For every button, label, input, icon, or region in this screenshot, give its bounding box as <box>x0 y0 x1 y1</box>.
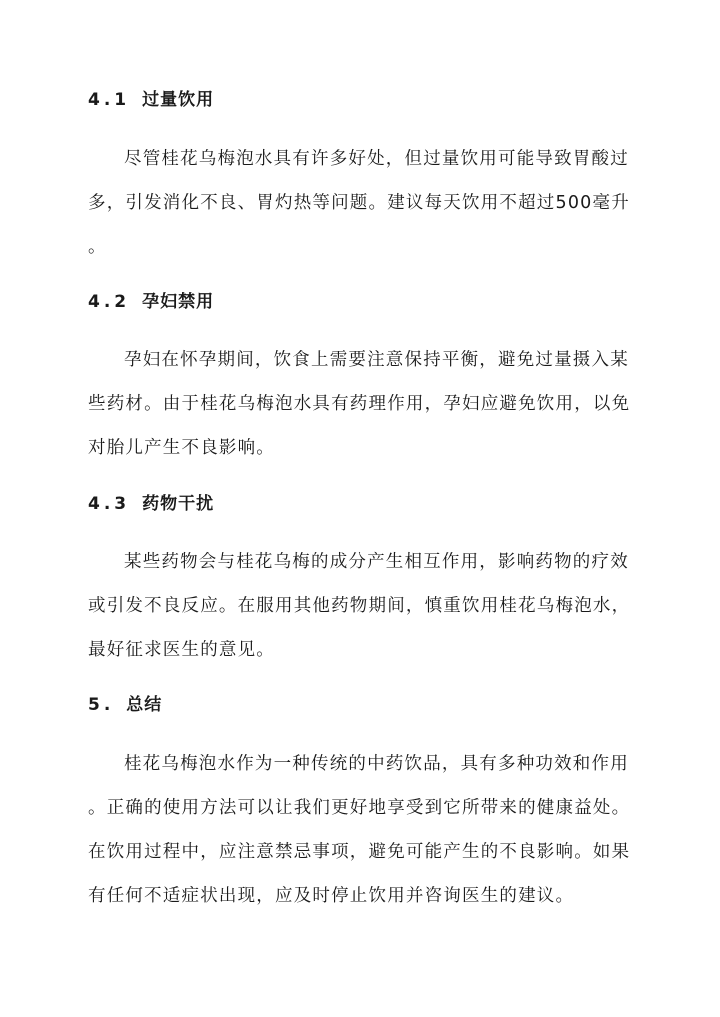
paragraph-line: 孕妇在怀孕期间，饮食上需要注意保持平衡，避免过量摄入某 <box>124 350 629 370</box>
section-heading-4-2 <box>88 290 214 314</box>
paragraph-line: 最好征求医生的意见。 <box>88 640 275 660</box>
paragraph-line: 。 <box>88 237 107 257</box>
section-number: 4.1 <box>88 90 131 110</box>
section-paragraph-4-2 <box>88 348 648 460</box>
section-title: 总结 <box>126 695 163 715</box>
paragraph-line: 或引发不良反应。在服用其他药物期间，慎重饮用桂花乌梅泡水， <box>88 596 631 616</box>
section-heading-4-3 <box>88 492 214 516</box>
paragraph-line: 桂花乌梅泡水作为一种传统的中药饮品，具有多种功效和作用 <box>124 754 629 774</box>
section-number: 4.2 <box>88 292 131 312</box>
paragraph-line: 。正确的使用方法可以让我们更好地享受到它所带来的健康益处。 <box>88 798 631 818</box>
paragraph-line: 有任何不适症状出现，应及时停止饮用并咨询医生的建议。 <box>88 886 575 906</box>
paragraph-line: 在饮用过程中，应注意禁忌事项，避免可能产生的不良影响。如果 <box>88 842 631 862</box>
section-title: 孕妇禁用 <box>142 292 215 312</box>
section-number: 4.3 <box>88 494 131 514</box>
paragraph-line: 些药材。由于桂花乌梅泡水具有药理作用，孕妇应避免饮用，以免 <box>88 394 631 414</box>
paragraph-line: 某些药物会与桂花乌梅的成分产生相互作用，影响药物的疗效 <box>124 552 629 572</box>
section-heading-4-1 <box>88 88 214 112</box>
section-paragraph-4-1 <box>88 147 648 259</box>
paragraph-line: 对胎儿产生不良影响。 <box>88 438 275 458</box>
paragraph-line: 尽管桂花乌梅泡水具有许多好处，但过量饮用可能导致胃酸过 <box>124 149 629 169</box>
section-paragraph-5 <box>88 752 648 908</box>
paragraph-line: 多，引发消化不良、胃灼热等问题。建议每天饮用不超过500毫升 <box>88 193 630 213</box>
section-heading-5 <box>88 693 162 717</box>
section-title: 药物干扰 <box>142 494 215 514</box>
section-paragraph-4-3 <box>88 550 648 662</box>
section-number: 5. <box>88 695 115 715</box>
section-title: 过量饮用 <box>142 90 215 110</box>
